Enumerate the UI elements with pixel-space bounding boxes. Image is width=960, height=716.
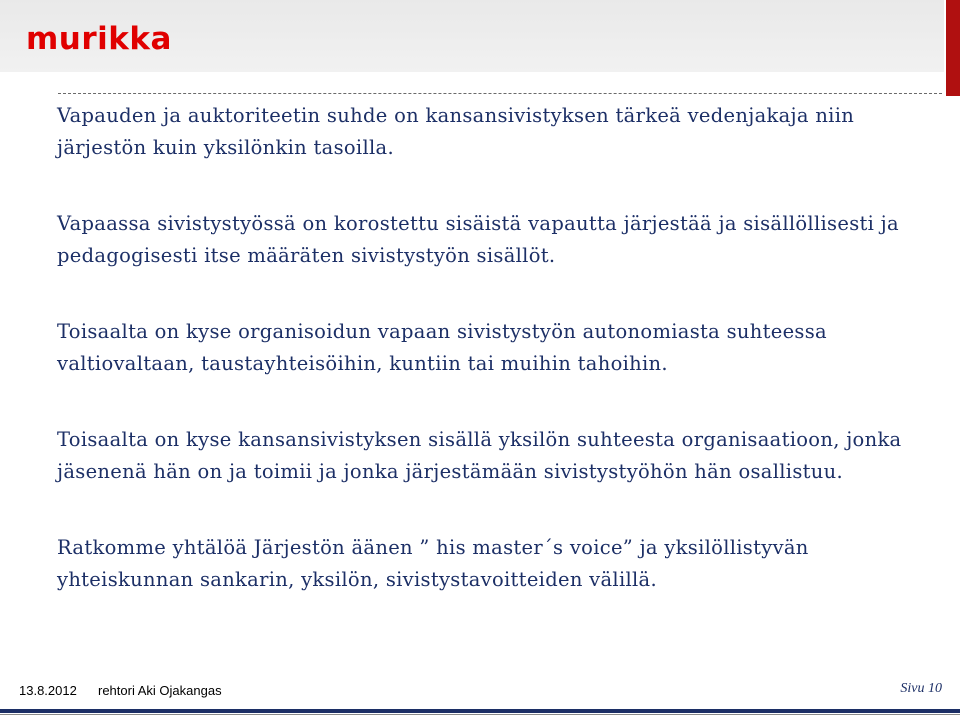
paragraph-5: Ratkomme yhtälöä Järjestön äänen ” his master´s voice” ja yksilöllistyvän yhteiskunnan sankarin, yksilön, sivistystavoitteiden välillä. — [57, 536, 809, 591]
paragraph-3: Toisaalta on kyse organisoidun vapaan sivistystyön autonomiasta suhteessa valtiovaltaan, taustayhteisöihin, kuntiin tai muihin tahoihin. — [57, 320, 827, 375]
footer-author: rehtori Aki Ojakangas — [98, 683, 222, 698]
paragraph-4: Toisaalta on kyse kansansivistyksen sisällä yksilön suhteesta organisaatioon, jonka jäsenenä hän on ja toimii ja jonka järjestämään sivistystyöhön hän osallistuu. — [57, 428, 902, 483]
side-accent-bar — [946, 0, 960, 96]
footer-rule-thin — [0, 714, 960, 715]
murikka-logo: murikka — [26, 21, 172, 57]
slide-footer — [0, 681, 960, 703]
page-number: Sivu 10 — [900, 681, 942, 696]
header-band — [0, 0, 944, 72]
header-divider — [58, 93, 942, 94]
footer-date: 13.8.2012 — [19, 683, 77, 698]
slide-body — [57, 100, 932, 640]
paragraph-1: Vapauden ja auktoriteetin suhde on kansansivistyksen tärkeä vedenjakaja niin järjestön kuin yksilönkin tasoilla. — [57, 104, 855, 159]
footer-rule — [0, 709, 960, 713]
paragraph-2: Vapaassa sivistystyössä on korostettu sisäistä vapautta järjestää ja sisällöllisesti ja pedagogisesti itse määräten sivistystyön sisällöt. — [57, 212, 899, 267]
